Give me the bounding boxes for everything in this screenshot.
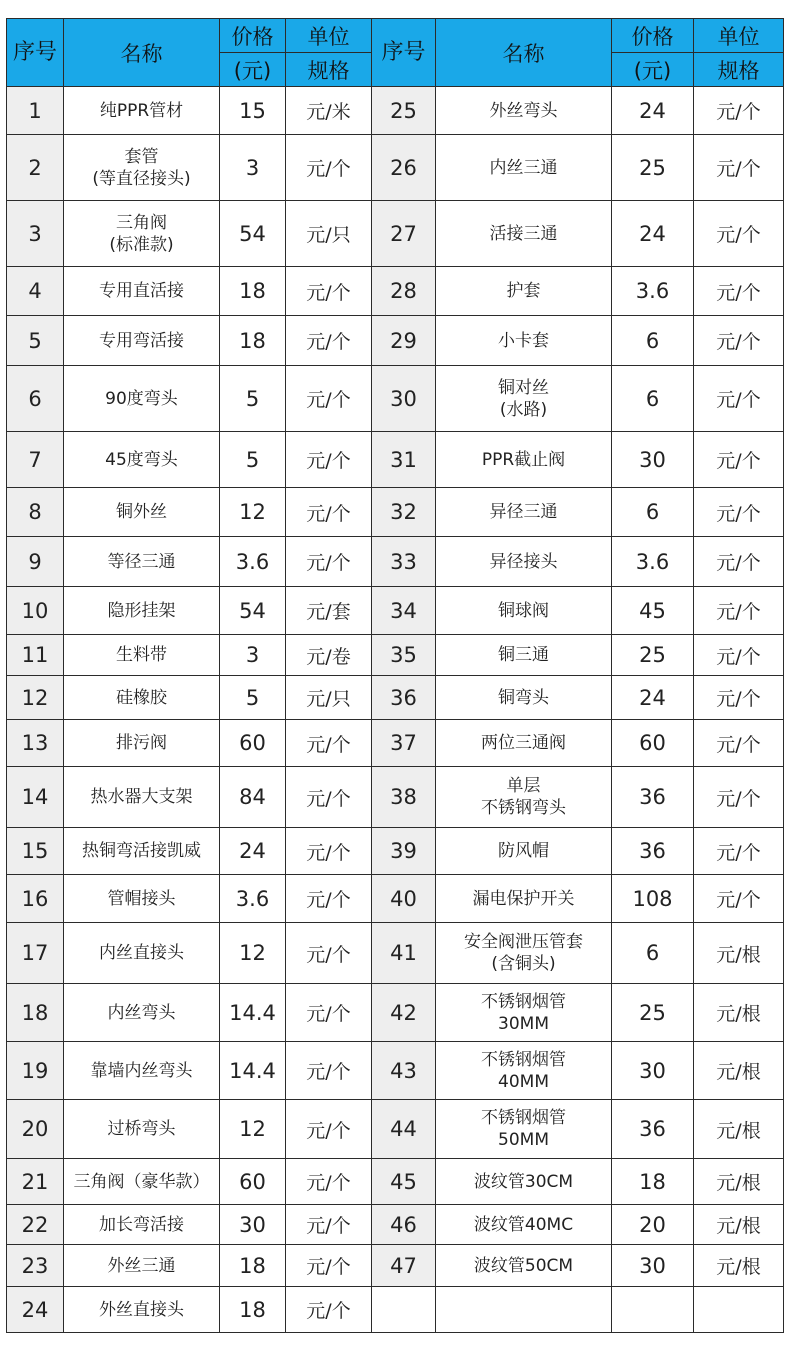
item-price-left: 24 xyxy=(220,828,286,875)
item-unit-left: 元/个 xyxy=(286,432,372,488)
item-price-right: 30 xyxy=(612,1245,694,1287)
item-name-right: 单层 不锈钢弯头 xyxy=(436,767,612,828)
item-index-left: 12 xyxy=(7,676,64,720)
item-index-left: 9 xyxy=(7,537,64,587)
item-unit-right: 元/个 xyxy=(694,87,784,135)
item-index-right: 35 xyxy=(372,635,436,676)
item-index-left: 17 xyxy=(7,923,64,984)
item-index-left: 8 xyxy=(7,488,64,537)
item-unit-right: 元/根 xyxy=(694,984,784,1042)
item-price-right: 36 xyxy=(612,828,694,875)
item-price-left: 18 xyxy=(220,1245,286,1287)
item-unit-right: 元/个 xyxy=(694,635,784,676)
table-row xyxy=(7,366,784,432)
item-name-left: 加长弯活接 xyxy=(64,1205,220,1245)
item-name-left: 内丝直接头 xyxy=(64,923,220,984)
item-price-right: 36 xyxy=(612,1100,694,1159)
item-unit-left: 元/个 xyxy=(286,1287,372,1333)
item-index-right: 45 xyxy=(372,1159,436,1205)
item-name-left: 内丝弯头 xyxy=(64,984,220,1042)
price-table xyxy=(6,18,784,1333)
table-row xyxy=(7,1159,784,1205)
item-index-left: 2 xyxy=(7,135,64,201)
item-price-right: 3.6 xyxy=(612,537,694,587)
item-index-left: 4 xyxy=(7,267,64,316)
item-name-left: 专用直活接 xyxy=(64,267,220,316)
item-unit-left: 元/个 xyxy=(286,875,372,923)
item-price-left: 3 xyxy=(220,135,286,201)
item-name-left: 铜外丝 xyxy=(64,488,220,537)
header-spec-right: 规格 xyxy=(694,53,784,87)
item-name-right: 不锈钢烟管 50MM xyxy=(436,1100,612,1159)
table-body xyxy=(7,87,784,1333)
item-unit-left: 元/个 xyxy=(286,488,372,537)
item-unit-right: 元/根 xyxy=(694,1205,784,1245)
item-index-right: 46 xyxy=(372,1205,436,1245)
item-index-right: 40 xyxy=(372,875,436,923)
item-price-left: 54 xyxy=(220,201,286,267)
item-unit-left: 元/个 xyxy=(286,767,372,828)
item-price-left: 54 xyxy=(220,587,286,635)
header-price-unit-right: (元) xyxy=(612,53,694,87)
table-row xyxy=(7,201,784,267)
item-index-right: 36 xyxy=(372,676,436,720)
item-unit-right: 元/个 xyxy=(694,720,784,767)
item-name-right: 铜弯头 xyxy=(436,676,612,720)
item-price-left: 60 xyxy=(220,1159,286,1205)
item-unit-right: 元/个 xyxy=(694,587,784,635)
item-index-left: 19 xyxy=(7,1042,64,1100)
item-unit-right: 元/个 xyxy=(694,875,784,923)
item-price-right: 25 xyxy=(612,135,694,201)
item-index-right: 26 xyxy=(372,135,436,201)
item-price-right: 6 xyxy=(612,316,694,366)
item-unit-left: 元/个 xyxy=(286,1245,372,1287)
item-unit-left: 元/个 xyxy=(286,135,372,201)
item-price-right: 24 xyxy=(612,676,694,720)
item-unit-left: 元/个 xyxy=(286,828,372,875)
item-unit-left: 元/个 xyxy=(286,366,372,432)
table-header xyxy=(7,19,784,87)
item-price-right: 24 xyxy=(612,201,694,267)
item-name-left: 靠墙内丝弯头 xyxy=(64,1042,220,1100)
item-index-right: 39 xyxy=(372,828,436,875)
item-index-right: 29 xyxy=(372,316,436,366)
item-index-right: 32 xyxy=(372,488,436,537)
item-name-right: 漏电保护开关 xyxy=(436,875,612,923)
header-unit-right: 单位 xyxy=(694,19,784,53)
header-unit-left: 单位 xyxy=(286,19,372,53)
item-name-left: 热铜弯活接凯威 xyxy=(64,828,220,875)
item-price-left: 14.4 xyxy=(220,984,286,1042)
item-index-right: 38 xyxy=(372,767,436,828)
header-index-right: 序号 xyxy=(372,19,436,87)
item-price-left: 60 xyxy=(220,720,286,767)
item-unit-left: 元/个 xyxy=(286,1042,372,1100)
item-price-left: 5 xyxy=(220,366,286,432)
item-unit-left: 元/个 xyxy=(286,537,372,587)
item-price-left: 18 xyxy=(220,316,286,366)
item-index-left: 21 xyxy=(7,1159,64,1205)
item-unit-left: 元/套 xyxy=(286,587,372,635)
item-unit-right: 元/根 xyxy=(694,1042,784,1100)
table-row xyxy=(7,720,784,767)
item-index-right: 28 xyxy=(372,267,436,316)
table-row xyxy=(7,1245,784,1287)
item-unit-right: 元/个 xyxy=(694,201,784,267)
table-row xyxy=(7,267,784,316)
item-name-right: 活接三通 xyxy=(436,201,612,267)
item-index-right: 25 xyxy=(372,87,436,135)
item-name-right: 铜球阀 xyxy=(436,587,612,635)
item-index-left: 16 xyxy=(7,875,64,923)
item-price-right: 36 xyxy=(612,767,694,828)
item-price-left: 5 xyxy=(220,676,286,720)
item-name-right: 内丝三通 xyxy=(436,135,612,201)
item-price-left: 12 xyxy=(220,488,286,537)
item-name-left: 热水器大支架 xyxy=(64,767,220,828)
item-unit-left: 元/只 xyxy=(286,201,372,267)
item-unit-left: 元/个 xyxy=(286,267,372,316)
item-unit-right: 元/个 xyxy=(694,537,784,587)
item-price-left: 3.6 xyxy=(220,875,286,923)
table-row xyxy=(7,87,784,135)
item-price-right: 24 xyxy=(612,87,694,135)
item-price-right: 30 xyxy=(612,1042,694,1100)
item-name-right: 异径三通 xyxy=(436,488,612,537)
table-row xyxy=(7,1042,784,1100)
item-index-right xyxy=(372,1287,436,1333)
item-index-right: 30 xyxy=(372,366,436,432)
table-row xyxy=(7,767,784,828)
item-price-right xyxy=(612,1287,694,1333)
item-index-right: 41 xyxy=(372,923,436,984)
item-name-right: 外丝弯头 xyxy=(436,87,612,135)
item-index-right: 33 xyxy=(372,537,436,587)
item-index-right: 31 xyxy=(372,432,436,488)
item-unit-right: 元/个 xyxy=(694,135,784,201)
item-index-right: 34 xyxy=(372,587,436,635)
item-name-left: 三角阀（豪华款） xyxy=(64,1159,220,1205)
item-price-right: 3.6 xyxy=(612,267,694,316)
item-name-right: 波纹管30CM xyxy=(436,1159,612,1205)
item-price-right: 18 xyxy=(612,1159,694,1205)
item-price-right: 45 xyxy=(612,587,694,635)
item-name-right: 安全阀泄压管套 (含铜头) xyxy=(436,923,612,984)
item-unit-right: 元/个 xyxy=(694,767,784,828)
item-name-left: 管帽接头 xyxy=(64,875,220,923)
item-index-right: 42 xyxy=(372,984,436,1042)
item-name-left: 生料带 xyxy=(64,635,220,676)
item-index-left: 18 xyxy=(7,984,64,1042)
item-price-left: 3.6 xyxy=(220,537,286,587)
table-row xyxy=(7,1287,784,1333)
item-unit-right: 元/个 xyxy=(694,676,784,720)
table-row xyxy=(7,1205,784,1245)
item-unit-right: 元/个 xyxy=(694,316,784,366)
item-name-right: 两位三通阀 xyxy=(436,720,612,767)
item-name-left: 等径三通 xyxy=(64,537,220,587)
item-index-left: 7 xyxy=(7,432,64,488)
item-name-left: 过桥弯头 xyxy=(64,1100,220,1159)
table-row xyxy=(7,1100,784,1159)
item-price-left: 5 xyxy=(220,432,286,488)
header-spec-left: 规格 xyxy=(286,53,372,87)
item-name-right: 异径接头 xyxy=(436,537,612,587)
item-name-right: 防风帽 xyxy=(436,828,612,875)
item-unit-left: 元/个 xyxy=(286,984,372,1042)
item-unit-right: 元/个 xyxy=(694,366,784,432)
table-row xyxy=(7,635,784,676)
item-unit-right: 元/个 xyxy=(694,488,784,537)
item-index-left: 1 xyxy=(7,87,64,135)
item-name-left: 90度弯头 xyxy=(64,366,220,432)
item-name-right: 不锈钢烟管 30MM xyxy=(436,984,612,1042)
item-unit-left: 元/个 xyxy=(286,316,372,366)
item-unit-left: 元/个 xyxy=(286,1159,372,1205)
item-price-left: 12 xyxy=(220,923,286,984)
item-index-left: 5 xyxy=(7,316,64,366)
item-price-right: 25 xyxy=(612,984,694,1042)
item-price-left: 3 xyxy=(220,635,286,676)
item-index-left: 6 xyxy=(7,366,64,432)
item-index-right: 47 xyxy=(372,1245,436,1287)
item-name-left: 排污阀 xyxy=(64,720,220,767)
item-unit-right xyxy=(694,1287,784,1333)
item-index-left: 13 xyxy=(7,720,64,767)
item-index-left: 24 xyxy=(7,1287,64,1333)
item-name-left: 硅橡胶 xyxy=(64,676,220,720)
item-unit-right: 元/个 xyxy=(694,432,784,488)
item-index-right: 43 xyxy=(372,1042,436,1100)
item-unit-right: 元/根 xyxy=(694,1245,784,1287)
item-price-left: 18 xyxy=(220,1287,286,1333)
item-name-right: 铜三通 xyxy=(436,635,612,676)
item-price-left: 84 xyxy=(220,767,286,828)
item-name-right: 波纹管50CM xyxy=(436,1245,612,1287)
item-name-right: 护套 xyxy=(436,267,612,316)
item-index-left: 15 xyxy=(7,828,64,875)
item-price-right: 30 xyxy=(612,432,694,488)
table-row xyxy=(7,923,784,984)
item-name-left: 外丝三通 xyxy=(64,1245,220,1287)
table-row xyxy=(7,676,784,720)
item-price-left: 14.4 xyxy=(220,1042,286,1100)
item-name-left: 纯PPR管材 xyxy=(64,87,220,135)
item-index-right: 27 xyxy=(372,201,436,267)
item-price-left: 12 xyxy=(220,1100,286,1159)
item-unit-right: 元/根 xyxy=(694,1159,784,1205)
header-index-left: 序号 xyxy=(7,19,64,87)
header-price-unit-left: (元) xyxy=(220,53,286,87)
item-index-left: 3 xyxy=(7,201,64,267)
item-index-left: 23 xyxy=(7,1245,64,1287)
item-unit-left: 元/只 xyxy=(286,676,372,720)
header-name-right: 名称 xyxy=(436,19,612,87)
table-row xyxy=(7,432,784,488)
item-price-left: 18 xyxy=(220,267,286,316)
item-price-right: 6 xyxy=(612,923,694,984)
item-unit-left: 元/卷 xyxy=(286,635,372,676)
item-unit-right: 元/个 xyxy=(694,828,784,875)
item-name-right: 小卡套 xyxy=(436,316,612,366)
table-row xyxy=(7,537,784,587)
table-row xyxy=(7,488,784,537)
item-price-left: 15 xyxy=(220,87,286,135)
item-price-left: 30 xyxy=(220,1205,286,1245)
item-unit-left: 元/米 xyxy=(286,87,372,135)
item-name-left: 隐形挂架 xyxy=(64,587,220,635)
item-name-right: PPR截止阀 xyxy=(436,432,612,488)
item-name-left: 套管 (等直径接头) xyxy=(64,135,220,201)
item-index-left: 11 xyxy=(7,635,64,676)
table-row xyxy=(7,875,784,923)
table-row xyxy=(7,984,784,1042)
table-row xyxy=(7,316,784,366)
item-index-left: 20 xyxy=(7,1100,64,1159)
item-price-right: 60 xyxy=(612,720,694,767)
item-name-right: 铜对丝 (水路) xyxy=(436,366,612,432)
table-row xyxy=(7,135,784,201)
item-unit-right: 元/根 xyxy=(694,1100,784,1159)
item-name-left: 专用弯活接 xyxy=(64,316,220,366)
item-price-right: 20 xyxy=(612,1205,694,1245)
item-unit-right: 元/根 xyxy=(694,923,784,984)
item-unit-left: 元/个 xyxy=(286,1100,372,1159)
item-name-right xyxy=(436,1287,612,1333)
header-price-left: 价格 xyxy=(220,19,286,53)
item-index-left: 22 xyxy=(7,1205,64,1245)
item-price-right: 6 xyxy=(612,366,694,432)
header-price-right: 价格 xyxy=(612,19,694,53)
item-unit-right: 元/个 xyxy=(694,267,784,316)
item-name-left: 外丝直接头 xyxy=(64,1287,220,1333)
item-unit-left: 元/个 xyxy=(286,720,372,767)
item-unit-left: 元/个 xyxy=(286,923,372,984)
item-name-right: 不锈钢烟管 40MM xyxy=(436,1042,612,1100)
table-row xyxy=(7,828,784,875)
item-price-right: 25 xyxy=(612,635,694,676)
header-name-left: 名称 xyxy=(64,19,220,87)
table-row xyxy=(7,587,784,635)
item-name-left: 45度弯头 xyxy=(64,432,220,488)
item-index-left: 10 xyxy=(7,587,64,635)
item-index-right: 44 xyxy=(372,1100,436,1159)
item-name-left: 三角阀 (标准款) xyxy=(64,201,220,267)
item-unit-left: 元/个 xyxy=(286,1205,372,1245)
item-index-left: 14 xyxy=(7,767,64,828)
item-index-right: 37 xyxy=(372,720,436,767)
item-name-right: 波纹管40MC xyxy=(436,1205,612,1245)
item-price-right: 108 xyxy=(612,875,694,923)
item-price-right: 6 xyxy=(612,488,694,537)
price-sheet xyxy=(6,18,784,1333)
